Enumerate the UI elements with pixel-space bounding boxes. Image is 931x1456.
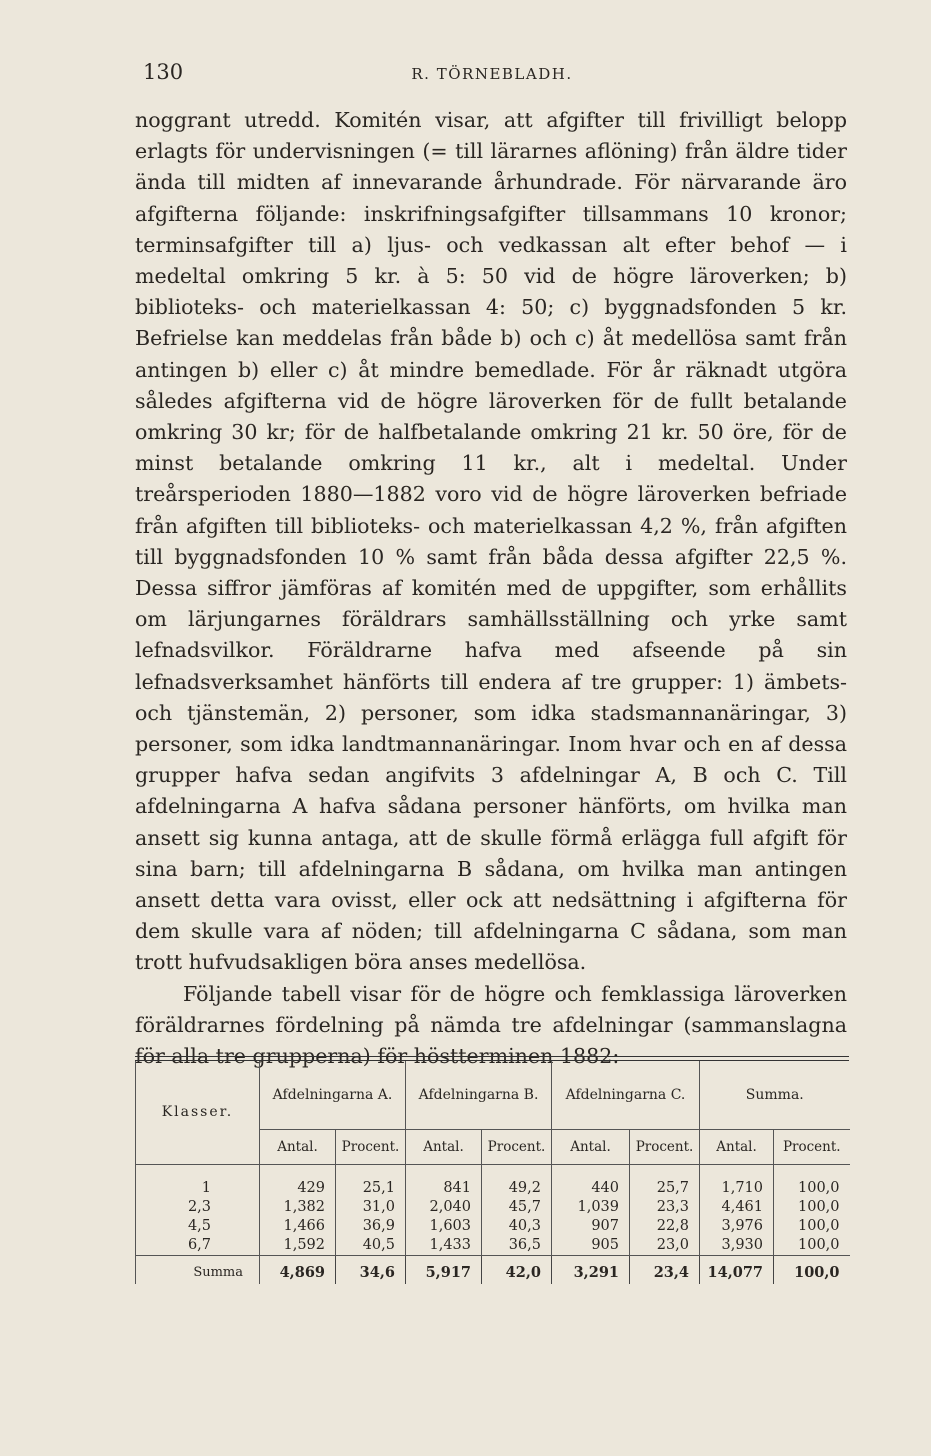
table-cell: 1,710 — [700, 1165, 774, 1199]
class-label: 1 — [136, 1165, 260, 1199]
statistics-table — [135, 1056, 849, 1284]
sub-header: Antal. — [260, 1130, 336, 1165]
page-header — [135, 60, 849, 90]
table-cell: 25,7 — [630, 1165, 700, 1199]
table-cell: 3,976 — [700, 1217, 774, 1236]
table-cell: 100,0 — [774, 1165, 850, 1199]
table-row — [136, 1236, 850, 1256]
table-cell: 23,3 — [630, 1198, 700, 1217]
sub-header: Procent. — [774, 1130, 850, 1165]
table-cell: 100,0 — [774, 1198, 850, 1217]
table-cell: 1,433 — [406, 1236, 482, 1256]
table-cell: 23,0 — [630, 1236, 700, 1256]
table-cell: 100,0 — [774, 1217, 850, 1236]
class-label: 4,5 — [136, 1217, 260, 1236]
table-cell: 2,040 — [406, 1198, 482, 1217]
sub-header: Antal. — [406, 1130, 482, 1165]
table-cell: 34,6 — [336, 1256, 406, 1285]
table-cell: 49,2 — [482, 1165, 552, 1199]
table-cell: 4,461 — [700, 1198, 774, 1217]
sub-header: Antal. — [552, 1130, 630, 1165]
table-cell: 36,5 — [482, 1236, 552, 1256]
column-group-header: Afdelningarna B. — [406, 1061, 552, 1130]
table-cell: 3,930 — [700, 1236, 774, 1256]
table-cell: 23,4 — [630, 1256, 700, 1285]
table-cell: 42,0 — [482, 1256, 552, 1285]
table-row — [136, 1165, 850, 1199]
table-cell: 100,0 — [774, 1256, 850, 1285]
table-cell: 1,603 — [406, 1217, 482, 1236]
body-text — [135, 105, 847, 1072]
table-cell: 40,3 — [482, 1217, 552, 1236]
sub-header: Procent. — [336, 1130, 406, 1165]
stub-header: Klasser. — [136, 1061, 260, 1165]
table-cell: 1,039 — [552, 1198, 630, 1217]
paragraph: noggrant utredd. Komitén visar, att afgifter till frivilligt belopp erlagts för undervisningen (= till lärarnes aflöning) från äldre tider ända till midten af innevarande århundrade. För närvarande äro afgifterna följande: inskrifningsafgifter tillsammans 10 kronor; terminsafgifter till a) ljus- och vedkassan alt efter behof — i medeltal omkring 5 kr. à 5: 50 vid de högre läroverken; b) biblioteks- och materielkassan 4: 50; c) byggnadsfonden 5 kr. Befrielse kan meddelas från både b) och c) åt medellösa samt från antingen b) eller c) åt mindre bemedlade. För år räknadt utgöra således afgifterna vid de högre läroverken för de fullt betalande omkring 30 kr; för de halfbetalande omkring 21 kr. 50 öre, för de minst betalande omkring 11 kr., alt i medeltal. Under treårsperioden 1880—1882 voro vid de högre läroverken befriade från afgiften till biblioteks- och materielkassan 4,2 %, från afgiften till byggnadsfonden 10 % samt från båda dessa afgifter 22,5 %. Dessa siffror jämföras af komitén med de uppgifter, som erhållits om lärjungarnes föräldrars samhällsställning och yrke samt lefnadsvilkor. Föräldrarne hafva med afseende på sin lefnadsverksamhet hänförts till endera af tre grupper: 1) ämbets- och tjänstemän, 2) personer, som idka stadsmannanäringar, 3) personer, som idka landtmannanäringar. Inom hvar och en af dessa grupper hafva sedan angifvits 3 afdelningar A, B och C. Till afdelningarna A hafva sådana personer hänförts, om hvilka man ansett sig kunna antaga, att de skulle förmå erlägga full afgift för sina barn; till afdelningarna B sådana, om hvilka man antingen ansett detta vara ovisst, eller ock att nedsättning i afgifterna för dem skulle vara af nöden; till afdelningarna C sådana, som man trott hufvudsakligen böra anses medellösa. — [135, 108, 847, 975]
paragraph: Följande tabell visar för de högre och femklassiga läroverken föräldrarnes fördelning på nämda tre afdelningar (sammanslagna för alla tre grupperna) för höstterminen 1882: — [135, 981, 847, 1069]
column-group-header: Afdelningarna C. — [552, 1061, 700, 1130]
table-cell: 1,382 — [283, 1199, 325, 1215]
sub-header: Antal. — [700, 1130, 774, 1165]
table-cell: 440 — [552, 1165, 630, 1199]
table-cell: 100,0 — [774, 1236, 850, 1256]
table-cell: 14,077 — [700, 1256, 774, 1285]
sub-header: Procent. — [630, 1130, 700, 1165]
table-cell: 1,592 — [283, 1237, 325, 1253]
page-number: 130 — [143, 60, 184, 84]
table-row — [136, 1198, 850, 1217]
total-label: Summa — [136, 1256, 260, 1285]
table-cell: 31,0 — [336, 1198, 406, 1217]
class-label: 6,7 — [136, 1236, 260, 1256]
table-cell: 45,7 — [482, 1198, 552, 1217]
table-cell: 1,466 — [283, 1218, 325, 1234]
table-cell: 905 — [552, 1236, 630, 1256]
column-group-header: Afdelningarna A. — [272, 1086, 393, 1103]
table-cell: 4,869 — [260, 1256, 336, 1285]
class-label: 2,3 — [136, 1198, 260, 1217]
table-cell: 907 — [552, 1217, 630, 1236]
sub-header: Procent. — [482, 1130, 552, 1165]
table-cell: 25,1 — [336, 1165, 406, 1199]
running-head: R. TÖRNEBLADH. — [411, 65, 573, 83]
table-total-row — [136, 1256, 850, 1285]
column-group-header: Summa. — [700, 1061, 850, 1130]
table-cell: 36,9 — [336, 1217, 406, 1236]
table-cell: 22,8 — [630, 1217, 700, 1236]
table-cell: 5,917 — [406, 1256, 482, 1285]
table-cell: 3,291 — [552, 1256, 630, 1285]
table-cell: 841 — [406, 1165, 482, 1199]
table-cell: 429 — [297, 1180, 325, 1196]
table-cell: 40,5 — [336, 1236, 406, 1256]
table-row — [136, 1217, 850, 1236]
